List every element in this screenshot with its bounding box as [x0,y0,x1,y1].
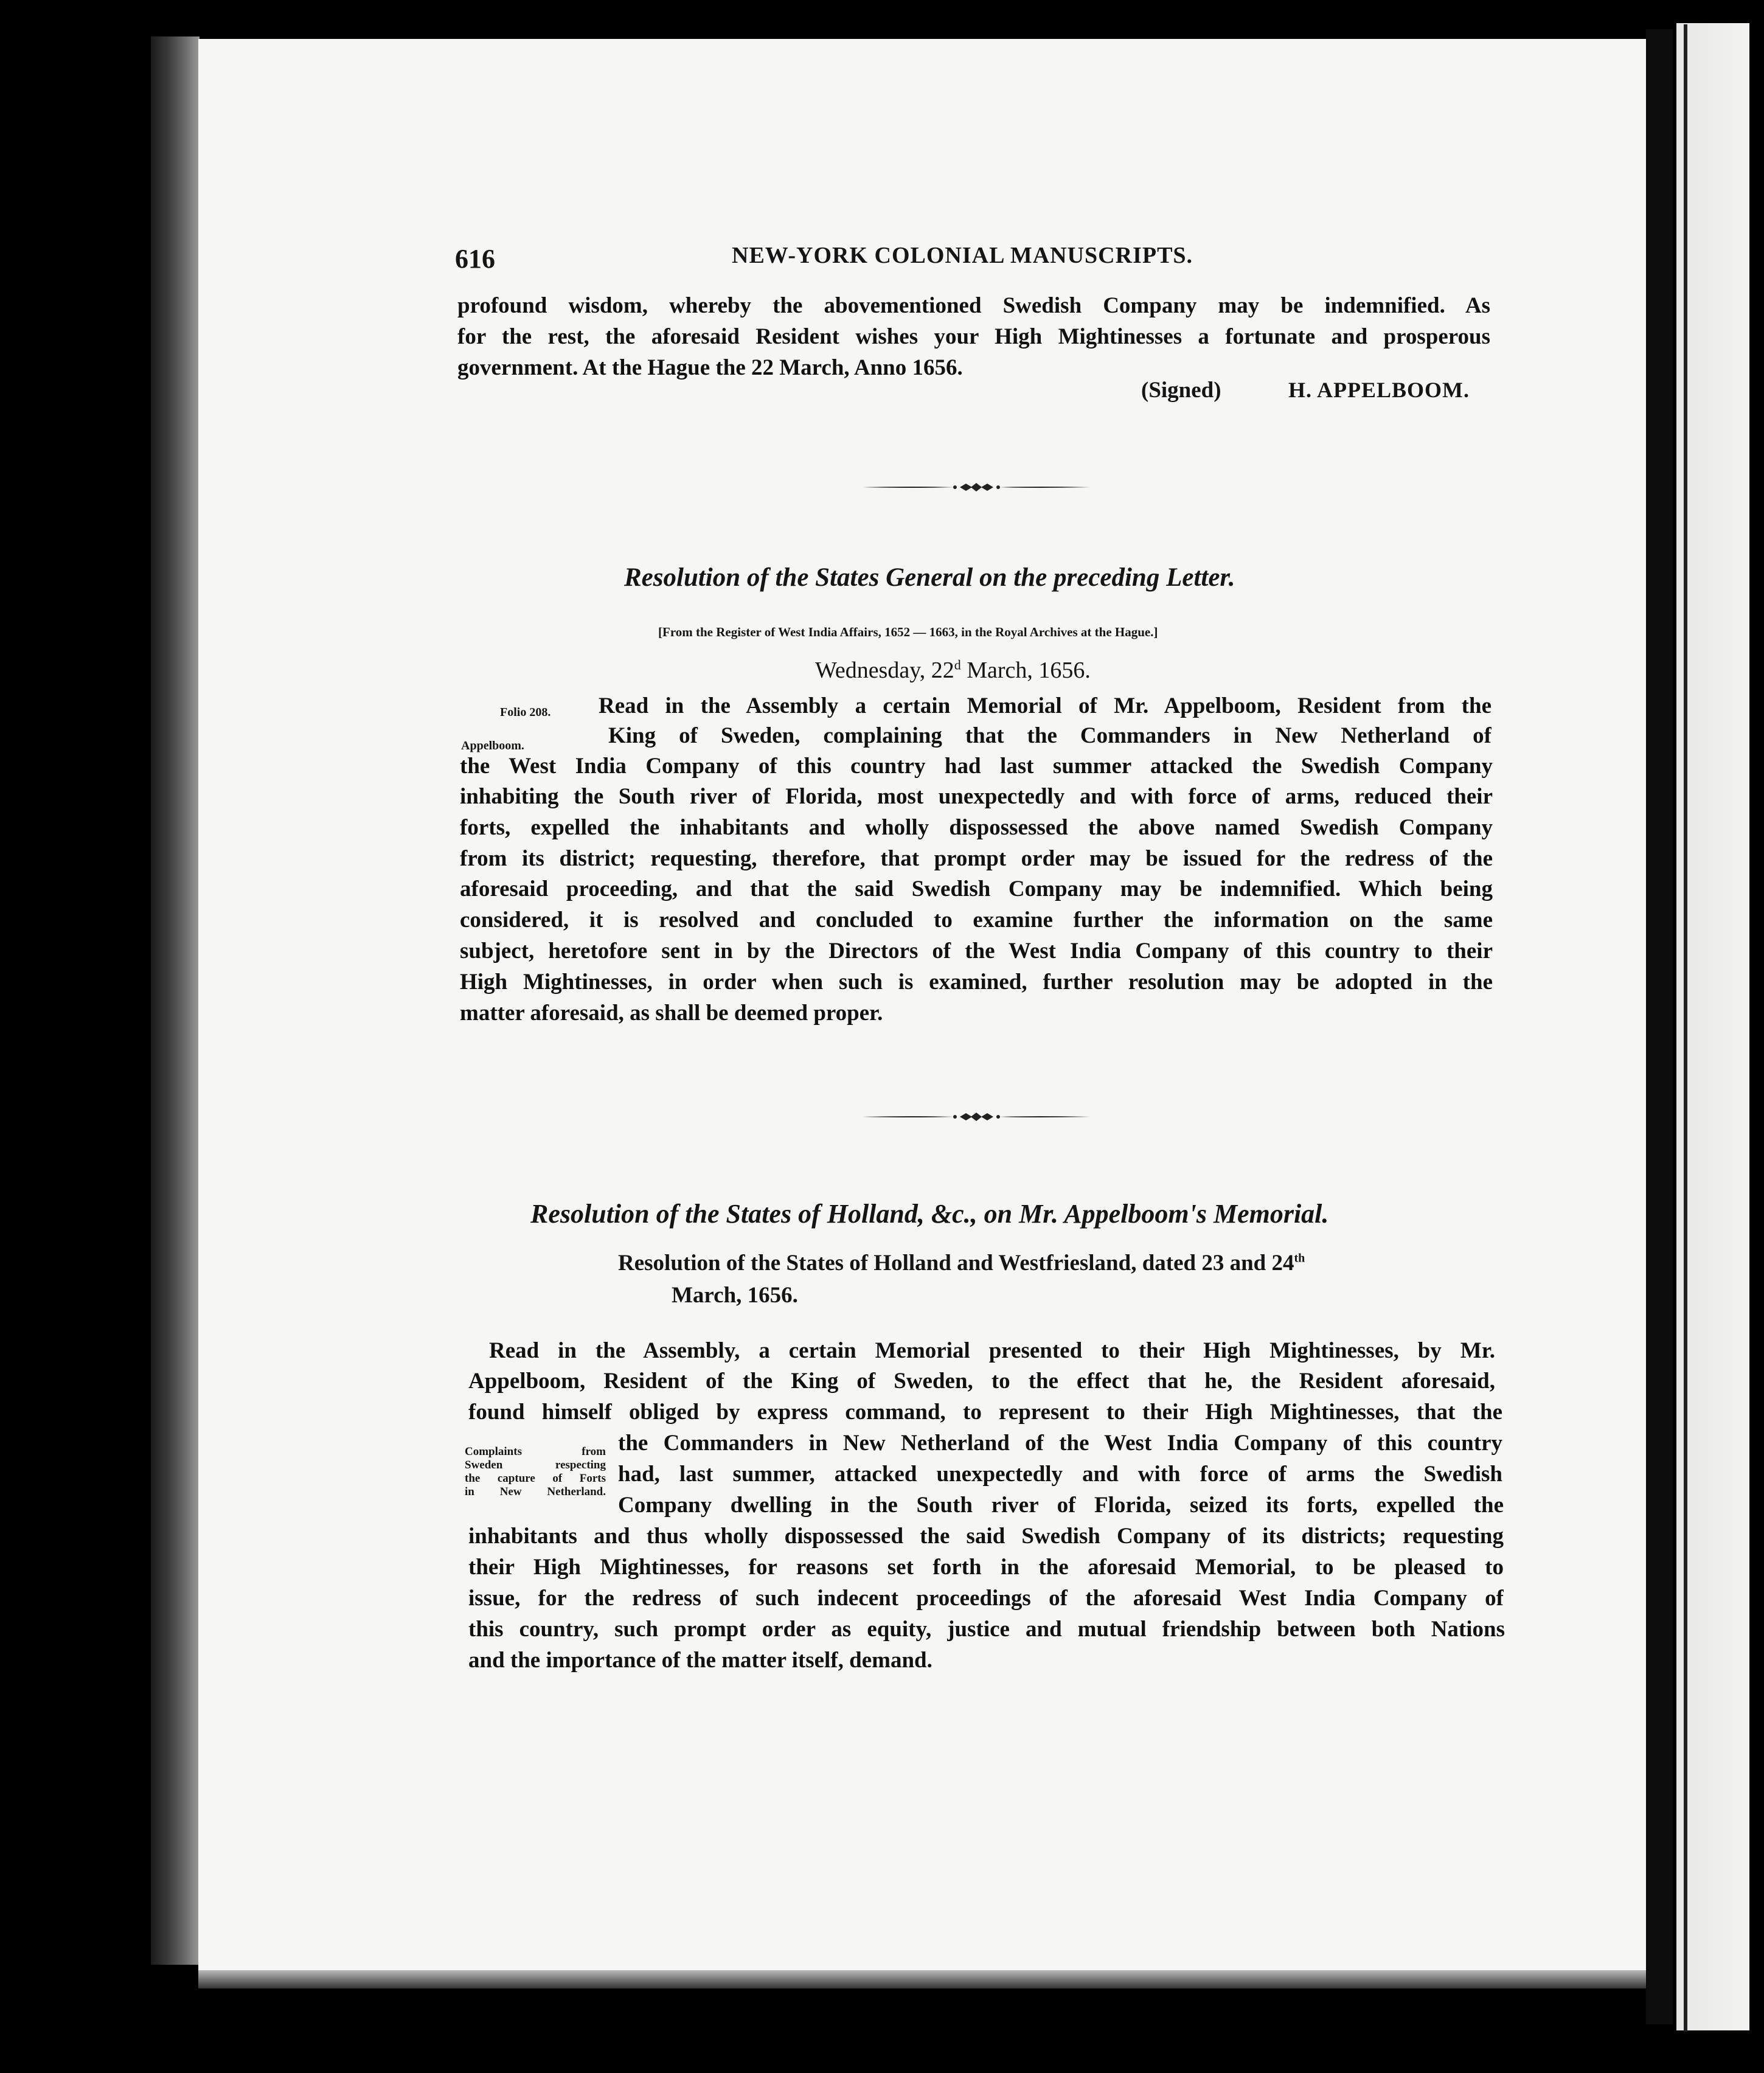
ornamental-divider [863,1110,1091,1123]
memorial-line: inhabitants and thus wholly dispossessed the said Swedish Company of its districts; requesting [468,1524,1504,1549]
resolution-intro [618,1250,1305,1276]
margin-name: Appelboom. [461,739,524,752]
resolution-line: from its district; requesting, therefore, that prompt order may be issued for the redress of the [460,846,1493,871]
resolution-date [815,657,1091,684]
memorial-line: the Commanders in New Netherland of the West India Company of this country [618,1431,1502,1456]
memorial-line: their High Mightinesses, for reasons set forth in the aforesaid Memorial, to be pleased to [468,1555,1504,1580]
resolution-line: the West India Company of this country had last summer attacked the Swedish Company [460,754,1493,779]
resolution-date-main: Wednesday, 22 [815,658,954,683]
letter-line: government. At the Hague the 22 March, Anno 1656. [457,355,963,380]
memorial-line: found himself obliged by express command, to represent to their High Mightinesses, that the [468,1400,1502,1425]
running-title: NEW-YORK COLONIAL MANUSCRIPTS. [732,243,1193,268]
section-title: Resolution of the States of Holland, &c., on Mr. Appelboom's Memorial. [530,1199,1329,1229]
memorial-line: Appelboom, Resident of the King of Sweden, to the effect that he, the Resident aforesaid, [468,1369,1495,1394]
signed-label: (Signed) [1141,378,1221,403]
page-bottom-edge [198,1970,1646,1988]
resolution-date-rest: March, 1656. [960,658,1091,683]
page-gutter-shadow [1646,29,1673,2024]
resolution-line: matter aforesaid, as shall be deemed proper. [460,1001,883,1026]
source-note: [From the Register of West India Affairs, 1652 — 1663, in the Royal Archives at the Hague.] [658,625,1158,639]
resolution-line: King of Sweden, complaining that the Commanders in New Netherland of [608,723,1491,748]
memorial-line: issue, for the redress of such indecent proceedings of the aforesaid West India Company of [468,1586,1504,1611]
ornamental-divider [863,481,1091,494]
resolution-intro-text: Resolution of the States of Holland and Westfriesland, dated 23 and 24 [618,1251,1294,1276]
letter-line: profound wisdom, whereby the abovementioned Swedish Company may be indemnified. As [457,293,1490,318]
margin-folio: Folio 208. [500,706,551,719]
resolution-line: considered, it is resolved and concluded to examine further the information on the same [460,908,1493,932]
memorial-line: had, last summer, attacked unexpectedly and with force of arms the Swedish [618,1462,1502,1487]
resolution-line: aforesaid proceeding, and that the said Swedish Company may be indemnified. Which being [460,877,1493,901]
resolution-intro-date: March, 1656. [672,1283,798,1308]
letter-line: for the rest, the aforesaid Resident wishes your High Mightinesses a fortunate and prosperous [457,324,1490,349]
resolution-date-sup: d [954,657,961,673]
page-number: 616 [455,244,495,274]
book-spine-edge [151,36,200,1965]
margin-note-line: in New Netherland. [465,1485,606,1498]
resolution-line: forts, expelled the inhabitants and wholly dispossessed the above named Swedish Company [460,815,1493,840]
margin-note-line: the capture of Forts [465,1471,606,1485]
section-title: Resolution of the States General on the preceding Letter. [624,563,1235,592]
memorial-line: Read in the Assembly, a certain Memorial presented to their High Mightinesses, by Mr. [489,1338,1495,1363]
margin-note-line: Sweden respecting [465,1458,606,1471]
resolution-line: inhabiting the South river of Florida, most unexpectedly and with force of arms, reduced their [460,784,1493,809]
resolution-line: subject, heretofore sent in by the Directors of the West India Company of this country to their [460,939,1493,964]
facing-page-edge [1684,24,1687,2032]
facing-page-sliver [1676,23,1749,2030]
signer-name: H. APPELBOOM. [1288,378,1470,402]
resolution-line: Read in the Assembly a certain Memorial of Mr. Appelboom, Resident from the [599,693,1491,718]
memorial-line: this country, such prompt order as equity, justice and mutual friendship between both Nations [468,1617,1505,1642]
resolution-line: High Mightinesses, in order when such is examined, further resolution may be adopted in the [460,970,1493,995]
memorial-line: Company dwelling in the South river of Florida, seized its forts, expelled the [618,1493,1504,1518]
resolution-intro-sup: th [1294,1251,1305,1265]
margin-note [465,1445,606,1498]
memorial-line: and the importance of the matter itself, demand. [468,1648,932,1673]
margin-note-line: Complaints from [465,1445,606,1458]
